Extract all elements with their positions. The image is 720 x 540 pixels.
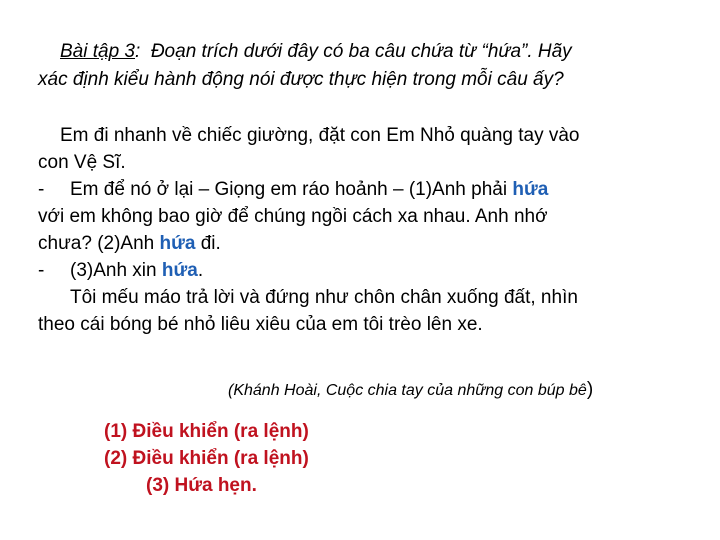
passage [38,122,718,338]
citation [228,378,593,403]
passage-text: . [197,260,204,281]
exercise-prompt-line-2: xác định kiểu hành động nói được thực hiện trong mỗi câu ấy? [38,69,564,90]
answer-1: (1) Điều khiển (ra lệnh) [104,421,309,442]
citation-open-paren: ( [228,382,234,399]
passage-text: đi. [195,233,221,254]
exercise-prompt [38,38,708,94]
passage-p4-line-1: Tôi mếu máo trả lời và đứng như chôn chân xuống đất, nhìn [70,287,578,308]
answer-3: (3) Hứa hẹn. [146,475,257,496]
passage-p1-line-2: con Vệ Sĩ. [38,152,126,173]
passage-p1-line-1: Em đi nhanh về chiếc giường, đặt con Em Nhỏ quàng tay vào [60,125,580,146]
answer-2: (2) Điều khiển (ra lệnh) [104,448,309,469]
passage-text: chưa? (2)Anh [38,233,160,254]
citation-text: Khánh Hoài, Cuộc chia tay của những con búp bê [233,382,587,399]
dialogue-dash: - [38,179,45,200]
keyword-hua-2: hứa [159,233,196,254]
passage-p2-line-3 [38,230,718,257]
passage-text: (3)Anh xin [70,260,162,281]
dialogue-dash: - [38,260,45,281]
citation-close-paren: ) [586,379,594,400]
passage-p4-line-2: theo cái bóng bé nhỏ liêu xiêu của em tôi trèo lên xe. [38,314,483,335]
exercise-prompt-text-1: Đoạn trích dưới đây có ba câu chứa từ “hứa”. Hãy [140,41,572,62]
exercise-label: Bài tập 3 [60,41,135,62]
keyword-hua-1: hứa [512,179,549,200]
exercise-prompt-line-1 [38,38,708,66]
answer-list [104,418,309,499]
keyword-hua-3: hứa [161,260,198,281]
passage-p2-line-2: với em không bao giờ để chúng ngồi cách xa nhau. Anh nhớ [38,206,548,227]
passage-p3-line [38,257,718,284]
passage-text: Em để nó ở lại – Giọng em ráo hoảnh – (1)Anh phải [70,179,513,200]
passage-p2-line-1 [38,176,718,203]
exercise-label-colon: : [135,41,141,62]
